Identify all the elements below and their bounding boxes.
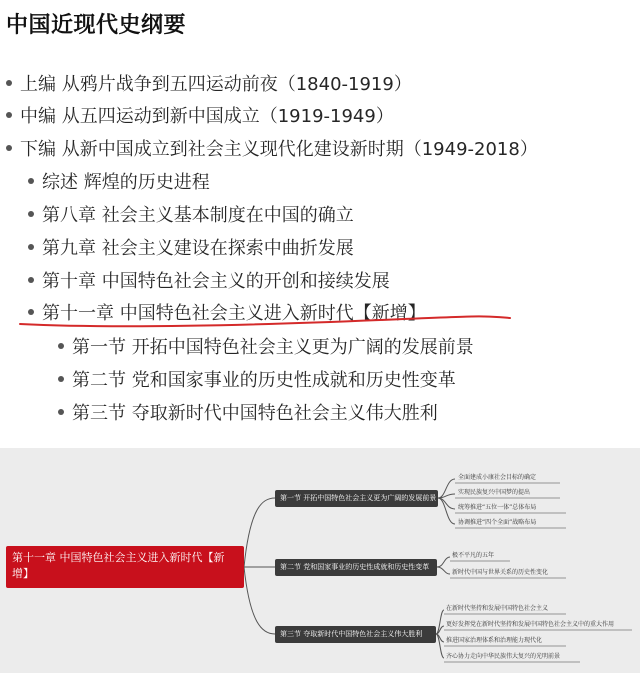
outline-item xyxy=(28,267,390,293)
outline-item xyxy=(6,135,538,161)
bullet-icon xyxy=(28,309,34,315)
bullet-icon xyxy=(6,80,12,86)
outline-text: 上编 从鸦片战争到五四运动前夜（1840-1919） xyxy=(20,74,412,95)
outline-text: 第十章 中国特色社会主义的开创和接续发展 xyxy=(42,271,390,292)
bullet-icon xyxy=(28,244,34,250)
mindmap-leaf: 齐心协力走向中华民族伟大复兴的光明前景 xyxy=(446,653,561,660)
mindmap-branch-node: 第三节 夺取新时代中国特色社会主义伟大胜利 xyxy=(275,626,436,643)
outline-text: 中编 从五四运动到新中国成立（1919-1949） xyxy=(20,106,394,127)
bullet-icon xyxy=(58,376,64,382)
bullet-icon xyxy=(28,178,34,184)
outline-item xyxy=(58,399,438,425)
outline-text: 第二节 党和国家事业的历史性成就和历史性变革 xyxy=(72,370,456,391)
outline-text: 第八章 社会主义基本制度在中国的确立 xyxy=(42,205,354,226)
mindmap-leaf: 极不平凡的五年 xyxy=(452,552,495,559)
outline-item xyxy=(6,70,412,96)
mindmap-leaf: 全面建成小康社会目标的确定 xyxy=(458,474,537,481)
bullet-icon xyxy=(28,211,34,217)
outline-item xyxy=(28,234,354,260)
outline-item xyxy=(58,366,456,392)
mindmap-panel xyxy=(0,448,640,673)
outline-item-highlighted xyxy=(28,299,426,325)
bullet-icon xyxy=(6,145,12,151)
bullet-icon xyxy=(28,277,34,283)
page-title: 中国近现代史纲要 xyxy=(6,13,187,38)
outline-text: 第三节 夺取新时代中国特色社会主义伟大胜利 xyxy=(72,403,438,424)
outline-item xyxy=(28,168,210,194)
mindmap-leaf: 新时代中国与世界关系的历史性变化 xyxy=(452,569,549,576)
outline-item xyxy=(6,102,394,128)
mindmap-leaf: 推进国家治理体系和治理能力现代化 xyxy=(446,637,543,644)
outline-text: 第一节 开拓中国特色社会主义更为广阔的发展前景 xyxy=(72,337,474,358)
mindmap-leaf: 协调推进“四个全面”战略布局 xyxy=(458,519,537,526)
mindmap-leaf: 统筹推进“五位一体”总体布局 xyxy=(458,504,537,511)
mindmap-branch-node: 第二节 党和国家事业的历史性成就和历史性变革 xyxy=(275,559,437,576)
outline-item xyxy=(58,333,474,359)
bullet-icon xyxy=(58,343,64,349)
outline-text: 第九章 社会主义建设在探索中曲折发展 xyxy=(42,238,354,259)
outline-text: 下编 从新中国成立到社会主义现代化建设新时期（1949-2018） xyxy=(20,139,538,160)
mindmap-leaf: 更好发挥党在新时代坚持和发展中国特色社会主义中的重大作用 xyxy=(446,621,615,628)
mindmap-leaf: 在新时代坚持和发展中国特色社会主义 xyxy=(446,605,549,612)
outline-text: 第十一章 中国特色社会主义进入新时代【新增】 xyxy=(42,303,426,324)
mindmap-root-node: 第十一章 中国特色社会主义进入新时代【新增】 xyxy=(6,546,244,588)
bullet-icon xyxy=(6,112,12,118)
mindmap-branch-node: 第一节 开拓中国特色社会主义更为广阔的发展前景 xyxy=(275,490,438,507)
mindmap-leaf: 实现民族复兴中国梦的提出 xyxy=(458,489,531,496)
bullet-icon xyxy=(58,409,64,415)
outline-text: 综述 辉煌的历史进程 xyxy=(42,172,210,193)
outline-item xyxy=(28,201,354,227)
